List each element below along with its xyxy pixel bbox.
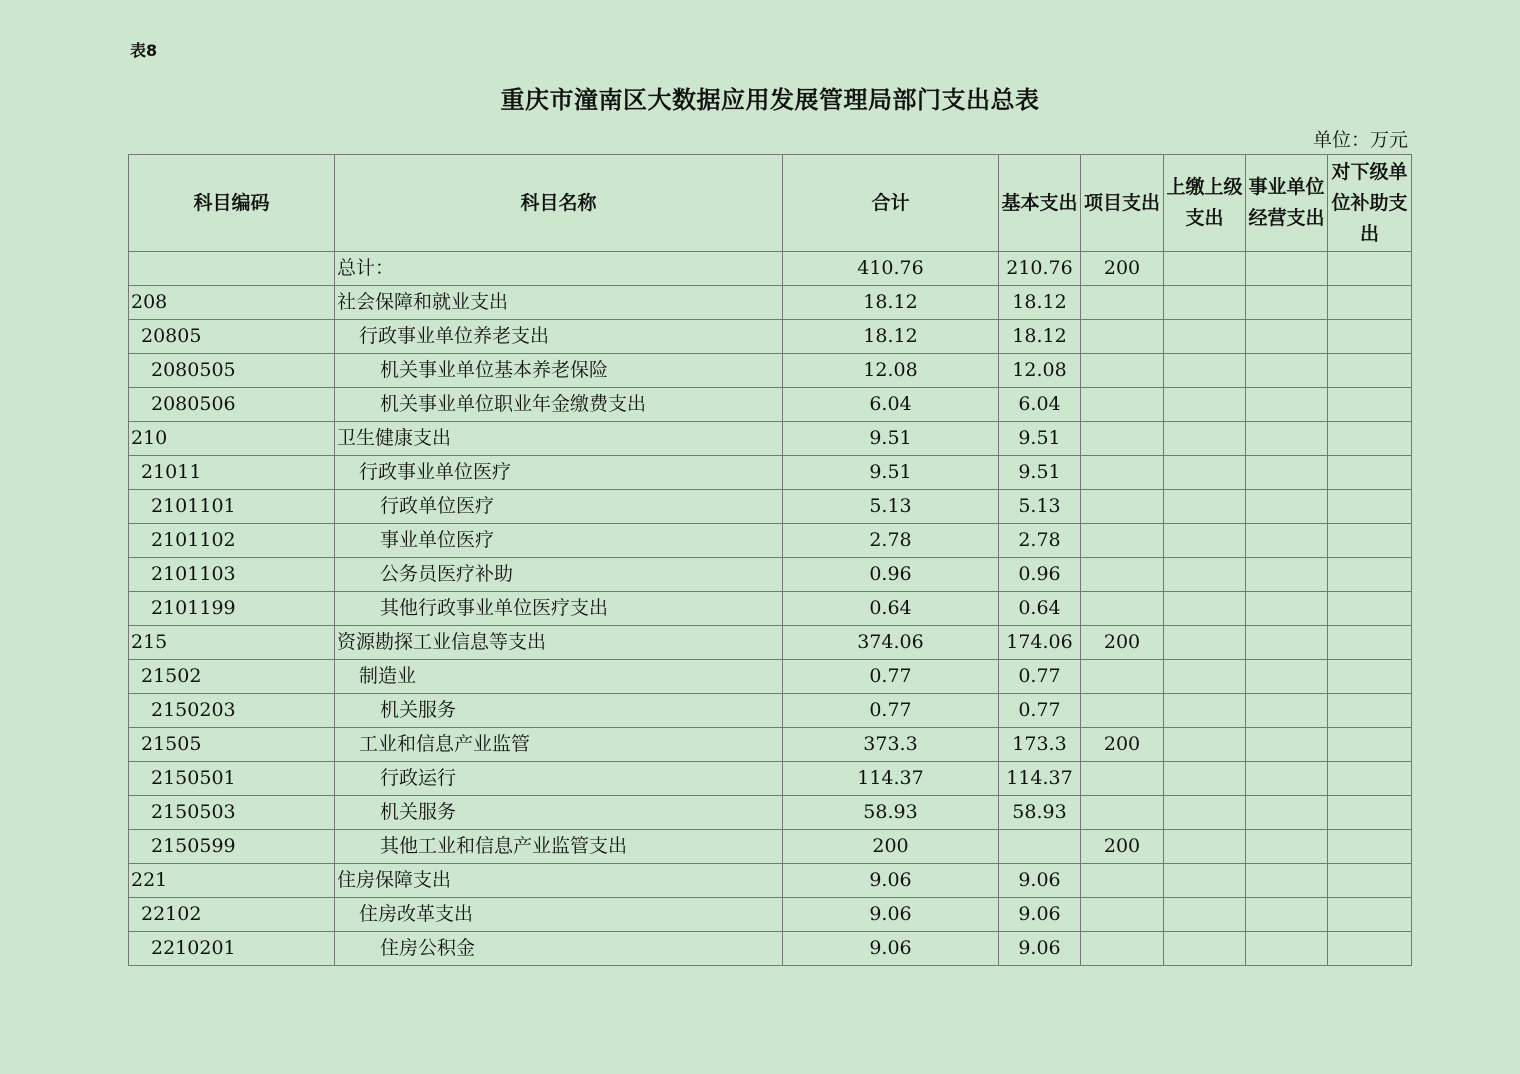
cell-code: 2210201 <box>129 932 335 966</box>
cell-name: 其他行政事业单位医疗支出 <box>335 592 783 626</box>
cell-project: 200 <box>1081 252 1164 286</box>
cell-total: 9.06 <box>783 932 999 966</box>
cell-code: 2080506 <box>129 388 335 422</box>
header-business: 事业单位经营支出 <box>1246 155 1328 252</box>
table-body <box>129 252 1412 966</box>
cell-code: 2101101 <box>129 490 335 524</box>
cell-name: 行政运行 <box>335 762 783 796</box>
cell-project <box>1081 456 1164 490</box>
cell-code: 2150203 <box>129 694 335 728</box>
cell-code <box>129 252 335 286</box>
cell-name: 公务员医疗补助 <box>335 558 783 592</box>
cell-total: 9.51 <box>783 456 999 490</box>
cell-basic: 0.77 <box>999 660 1081 694</box>
cell-business <box>1246 252 1328 286</box>
cell-total: 5.13 <box>783 490 999 524</box>
cell-business <box>1246 660 1328 694</box>
cell-code: 2101102 <box>129 524 335 558</box>
cell-total: 12.08 <box>783 354 999 388</box>
table-row <box>129 456 1412 490</box>
cell-name: 其他工业和信息产业监管支出 <box>335 830 783 864</box>
table-row <box>129 592 1412 626</box>
cell-upper <box>1164 252 1246 286</box>
cell-total: 200 <box>783 830 999 864</box>
cell-total: 0.77 <box>783 660 999 694</box>
cell-business <box>1246 830 1328 864</box>
cell-code: 20805 <box>129 320 335 354</box>
cell-total: 18.12 <box>783 286 999 320</box>
cell-project <box>1081 796 1164 830</box>
header-total: 合计 <box>783 155 999 252</box>
cell-total: 410.76 <box>783 252 999 286</box>
cell-basic: 173.3 <box>999 728 1081 762</box>
cell-basic: 114.37 <box>999 762 1081 796</box>
cell-name: 工业和信息产业监管 <box>335 728 783 762</box>
cell-subsidy <box>1328 558 1412 592</box>
cell-upper <box>1164 660 1246 694</box>
cell-subsidy <box>1328 286 1412 320</box>
cell-name: 住房改革支出 <box>335 898 783 932</box>
cell-code: 2101103 <box>129 558 335 592</box>
cell-project <box>1081 898 1164 932</box>
cell-project <box>1081 660 1164 694</box>
cell-name: 机关服务 <box>335 796 783 830</box>
table-row <box>129 524 1412 558</box>
cell-name: 机关服务 <box>335 694 783 728</box>
cell-business <box>1246 898 1328 932</box>
cell-upper <box>1164 388 1246 422</box>
cell-subsidy <box>1328 932 1412 966</box>
cell-subsidy <box>1328 320 1412 354</box>
cell-upper <box>1164 286 1246 320</box>
unit-label: 单位：万元 <box>1312 129 1408 151</box>
cell-upper <box>1164 592 1246 626</box>
cell-project <box>1081 694 1164 728</box>
cell-project: 200 <box>1081 626 1164 660</box>
cell-business <box>1246 592 1328 626</box>
cell-business <box>1246 932 1328 966</box>
cell-upper <box>1164 864 1246 898</box>
cell-total: 58.93 <box>783 796 999 830</box>
cell-project <box>1081 932 1164 966</box>
cell-total: 18.12 <box>783 320 999 354</box>
cell-business <box>1246 694 1328 728</box>
cell-business <box>1246 524 1328 558</box>
cell-upper <box>1164 558 1246 592</box>
table-row <box>129 694 1412 728</box>
expenditure-table <box>128 154 1412 966</box>
header-basic: 基本支出 <box>999 155 1081 252</box>
table-row <box>129 796 1412 830</box>
cell-business <box>1246 286 1328 320</box>
cell-upper <box>1164 626 1246 660</box>
cell-upper <box>1164 898 1246 932</box>
cell-upper <box>1164 728 1246 762</box>
cell-subsidy <box>1328 490 1412 524</box>
table-row <box>129 354 1412 388</box>
cell-upper <box>1164 796 1246 830</box>
page-title: 重庆市潼南区大数据应用发展管理局部门支出总表 <box>500 86 1040 114</box>
cell-total: 0.77 <box>783 694 999 728</box>
cell-code: 2101199 <box>129 592 335 626</box>
cell-project <box>1081 592 1164 626</box>
cell-basic: 9.06 <box>999 898 1081 932</box>
table-row <box>129 830 1412 864</box>
table-number-label: 表8 <box>130 41 158 60</box>
cell-project <box>1081 286 1164 320</box>
header-code: 科目编码 <box>129 155 335 252</box>
cell-subsidy <box>1328 694 1412 728</box>
cell-business <box>1246 354 1328 388</box>
cell-code: 2150501 <box>129 762 335 796</box>
header-name: 科目名称 <box>335 155 783 252</box>
cell-upper <box>1164 524 1246 558</box>
cell-basic: 0.96 <box>999 558 1081 592</box>
cell-basic: 9.51 <box>999 422 1081 456</box>
cell-total: 9.51 <box>783 422 999 456</box>
cell-name: 社会保障和就业支出 <box>335 286 783 320</box>
table-row <box>129 660 1412 694</box>
cell-basic: 9.06 <box>999 864 1081 898</box>
cell-project <box>1081 864 1164 898</box>
cell-basic: 6.04 <box>999 388 1081 422</box>
cell-total: 373.3 <box>783 728 999 762</box>
cell-name: 行政事业单位养老支出 <box>335 320 783 354</box>
cell-basic: 210.76 <box>999 252 1081 286</box>
cell-basic: 18.12 <box>999 320 1081 354</box>
cell-code: 21502 <box>129 660 335 694</box>
cell-name: 机关事业单位职业年金缴费支出 <box>335 388 783 422</box>
cell-subsidy <box>1328 660 1412 694</box>
table-row <box>129 490 1412 524</box>
cell-basic: 174.06 <box>999 626 1081 660</box>
cell-total: 0.64 <box>783 592 999 626</box>
cell-total: 6.04 <box>783 388 999 422</box>
cell-subsidy <box>1328 898 1412 932</box>
table-row <box>129 286 1412 320</box>
cell-business <box>1246 456 1328 490</box>
cell-basic: 0.64 <box>999 592 1081 626</box>
cell-project <box>1081 524 1164 558</box>
cell-upper <box>1164 354 1246 388</box>
cell-name: 制造业 <box>335 660 783 694</box>
cell-basic: 9.51 <box>999 456 1081 490</box>
cell-subsidy <box>1328 388 1412 422</box>
cell-basic: 18.12 <box>999 286 1081 320</box>
cell-code: 215 <box>129 626 335 660</box>
cell-code: 221 <box>129 864 335 898</box>
cell-business <box>1246 626 1328 660</box>
cell-upper <box>1164 762 1246 796</box>
cell-name: 行政事业单位医疗 <box>335 456 783 490</box>
cell-basic: 12.08 <box>999 354 1081 388</box>
cell-total: 9.06 <box>783 898 999 932</box>
cell-name: 资源勘探工业信息等支出 <box>335 626 783 660</box>
cell-code: 21505 <box>129 728 335 762</box>
cell-upper <box>1164 694 1246 728</box>
table-row <box>129 388 1412 422</box>
cell-business <box>1246 558 1328 592</box>
cell-project <box>1081 490 1164 524</box>
cell-business <box>1246 320 1328 354</box>
cell-basic: 2.78 <box>999 524 1081 558</box>
cell-subsidy <box>1328 728 1412 762</box>
cell-upper <box>1164 932 1246 966</box>
header-project: 项目支出 <box>1081 155 1164 252</box>
table-row <box>129 422 1412 456</box>
cell-subsidy <box>1328 354 1412 388</box>
cell-subsidy <box>1328 626 1412 660</box>
cell-business <box>1246 864 1328 898</box>
cell-business <box>1246 796 1328 830</box>
cell-subsidy <box>1328 830 1412 864</box>
cell-total: 9.06 <box>783 864 999 898</box>
cell-code: 2150503 <box>129 796 335 830</box>
cell-project: 200 <box>1081 728 1164 762</box>
cell-subsidy <box>1328 796 1412 830</box>
cell-subsidy <box>1328 252 1412 286</box>
cell-total: 0.96 <box>783 558 999 592</box>
cell-name: 住房公积金 <box>335 932 783 966</box>
table-row <box>129 864 1412 898</box>
table-row <box>129 898 1412 932</box>
cell-basic: 9.06 <box>999 932 1081 966</box>
cell-code: 21011 <box>129 456 335 490</box>
cell-name: 行政单位医疗 <box>335 490 783 524</box>
cell-subsidy <box>1328 592 1412 626</box>
cell-basic: 58.93 <box>999 796 1081 830</box>
cell-business <box>1246 490 1328 524</box>
cell-project <box>1081 762 1164 796</box>
cell-project <box>1081 354 1164 388</box>
cell-basic: 5.13 <box>999 490 1081 524</box>
cell-project <box>1081 388 1164 422</box>
cell-code: 210 <box>129 422 335 456</box>
cell-name: 总计： <box>335 252 783 286</box>
cell-upper <box>1164 456 1246 490</box>
cell-basic <box>999 830 1081 864</box>
cell-code: 208 <box>129 286 335 320</box>
table-row <box>129 932 1412 966</box>
cell-name: 机关事业单位基本养老保险 <box>335 354 783 388</box>
cell-upper <box>1164 422 1246 456</box>
cell-name: 卫生健康支出 <box>335 422 783 456</box>
cell-project <box>1081 558 1164 592</box>
table-row <box>129 558 1412 592</box>
cell-code: 2150599 <box>129 830 335 864</box>
table-row <box>129 626 1412 660</box>
cell-name: 住房保障支出 <box>335 864 783 898</box>
header-upper: 上缴上级支出 <box>1164 155 1246 252</box>
cell-business <box>1246 762 1328 796</box>
header-row <box>129 155 1412 252</box>
cell-project <box>1081 320 1164 354</box>
table-row <box>129 320 1412 354</box>
cell-subsidy <box>1328 524 1412 558</box>
cell-code: 2080505 <box>129 354 335 388</box>
cell-total: 374.06 <box>783 626 999 660</box>
cell-upper <box>1164 490 1246 524</box>
header-subsidy: 对下级单位补助支出 <box>1328 155 1412 252</box>
table-row <box>129 762 1412 796</box>
table-row <box>129 252 1412 286</box>
table-row <box>129 728 1412 762</box>
cell-subsidy <box>1328 456 1412 490</box>
cell-upper <box>1164 830 1246 864</box>
cell-total: 2.78 <box>783 524 999 558</box>
cell-code: 22102 <box>129 898 335 932</box>
cell-upper <box>1164 320 1246 354</box>
cell-basic: 0.77 <box>999 694 1081 728</box>
cell-project <box>1081 422 1164 456</box>
cell-name: 事业单位医疗 <box>335 524 783 558</box>
cell-business <box>1246 388 1328 422</box>
cell-business <box>1246 422 1328 456</box>
cell-subsidy <box>1328 762 1412 796</box>
cell-project: 200 <box>1081 830 1164 864</box>
cell-total: 114.37 <box>783 762 999 796</box>
cell-subsidy <box>1328 864 1412 898</box>
cell-business <box>1246 728 1328 762</box>
cell-subsidy <box>1328 422 1412 456</box>
